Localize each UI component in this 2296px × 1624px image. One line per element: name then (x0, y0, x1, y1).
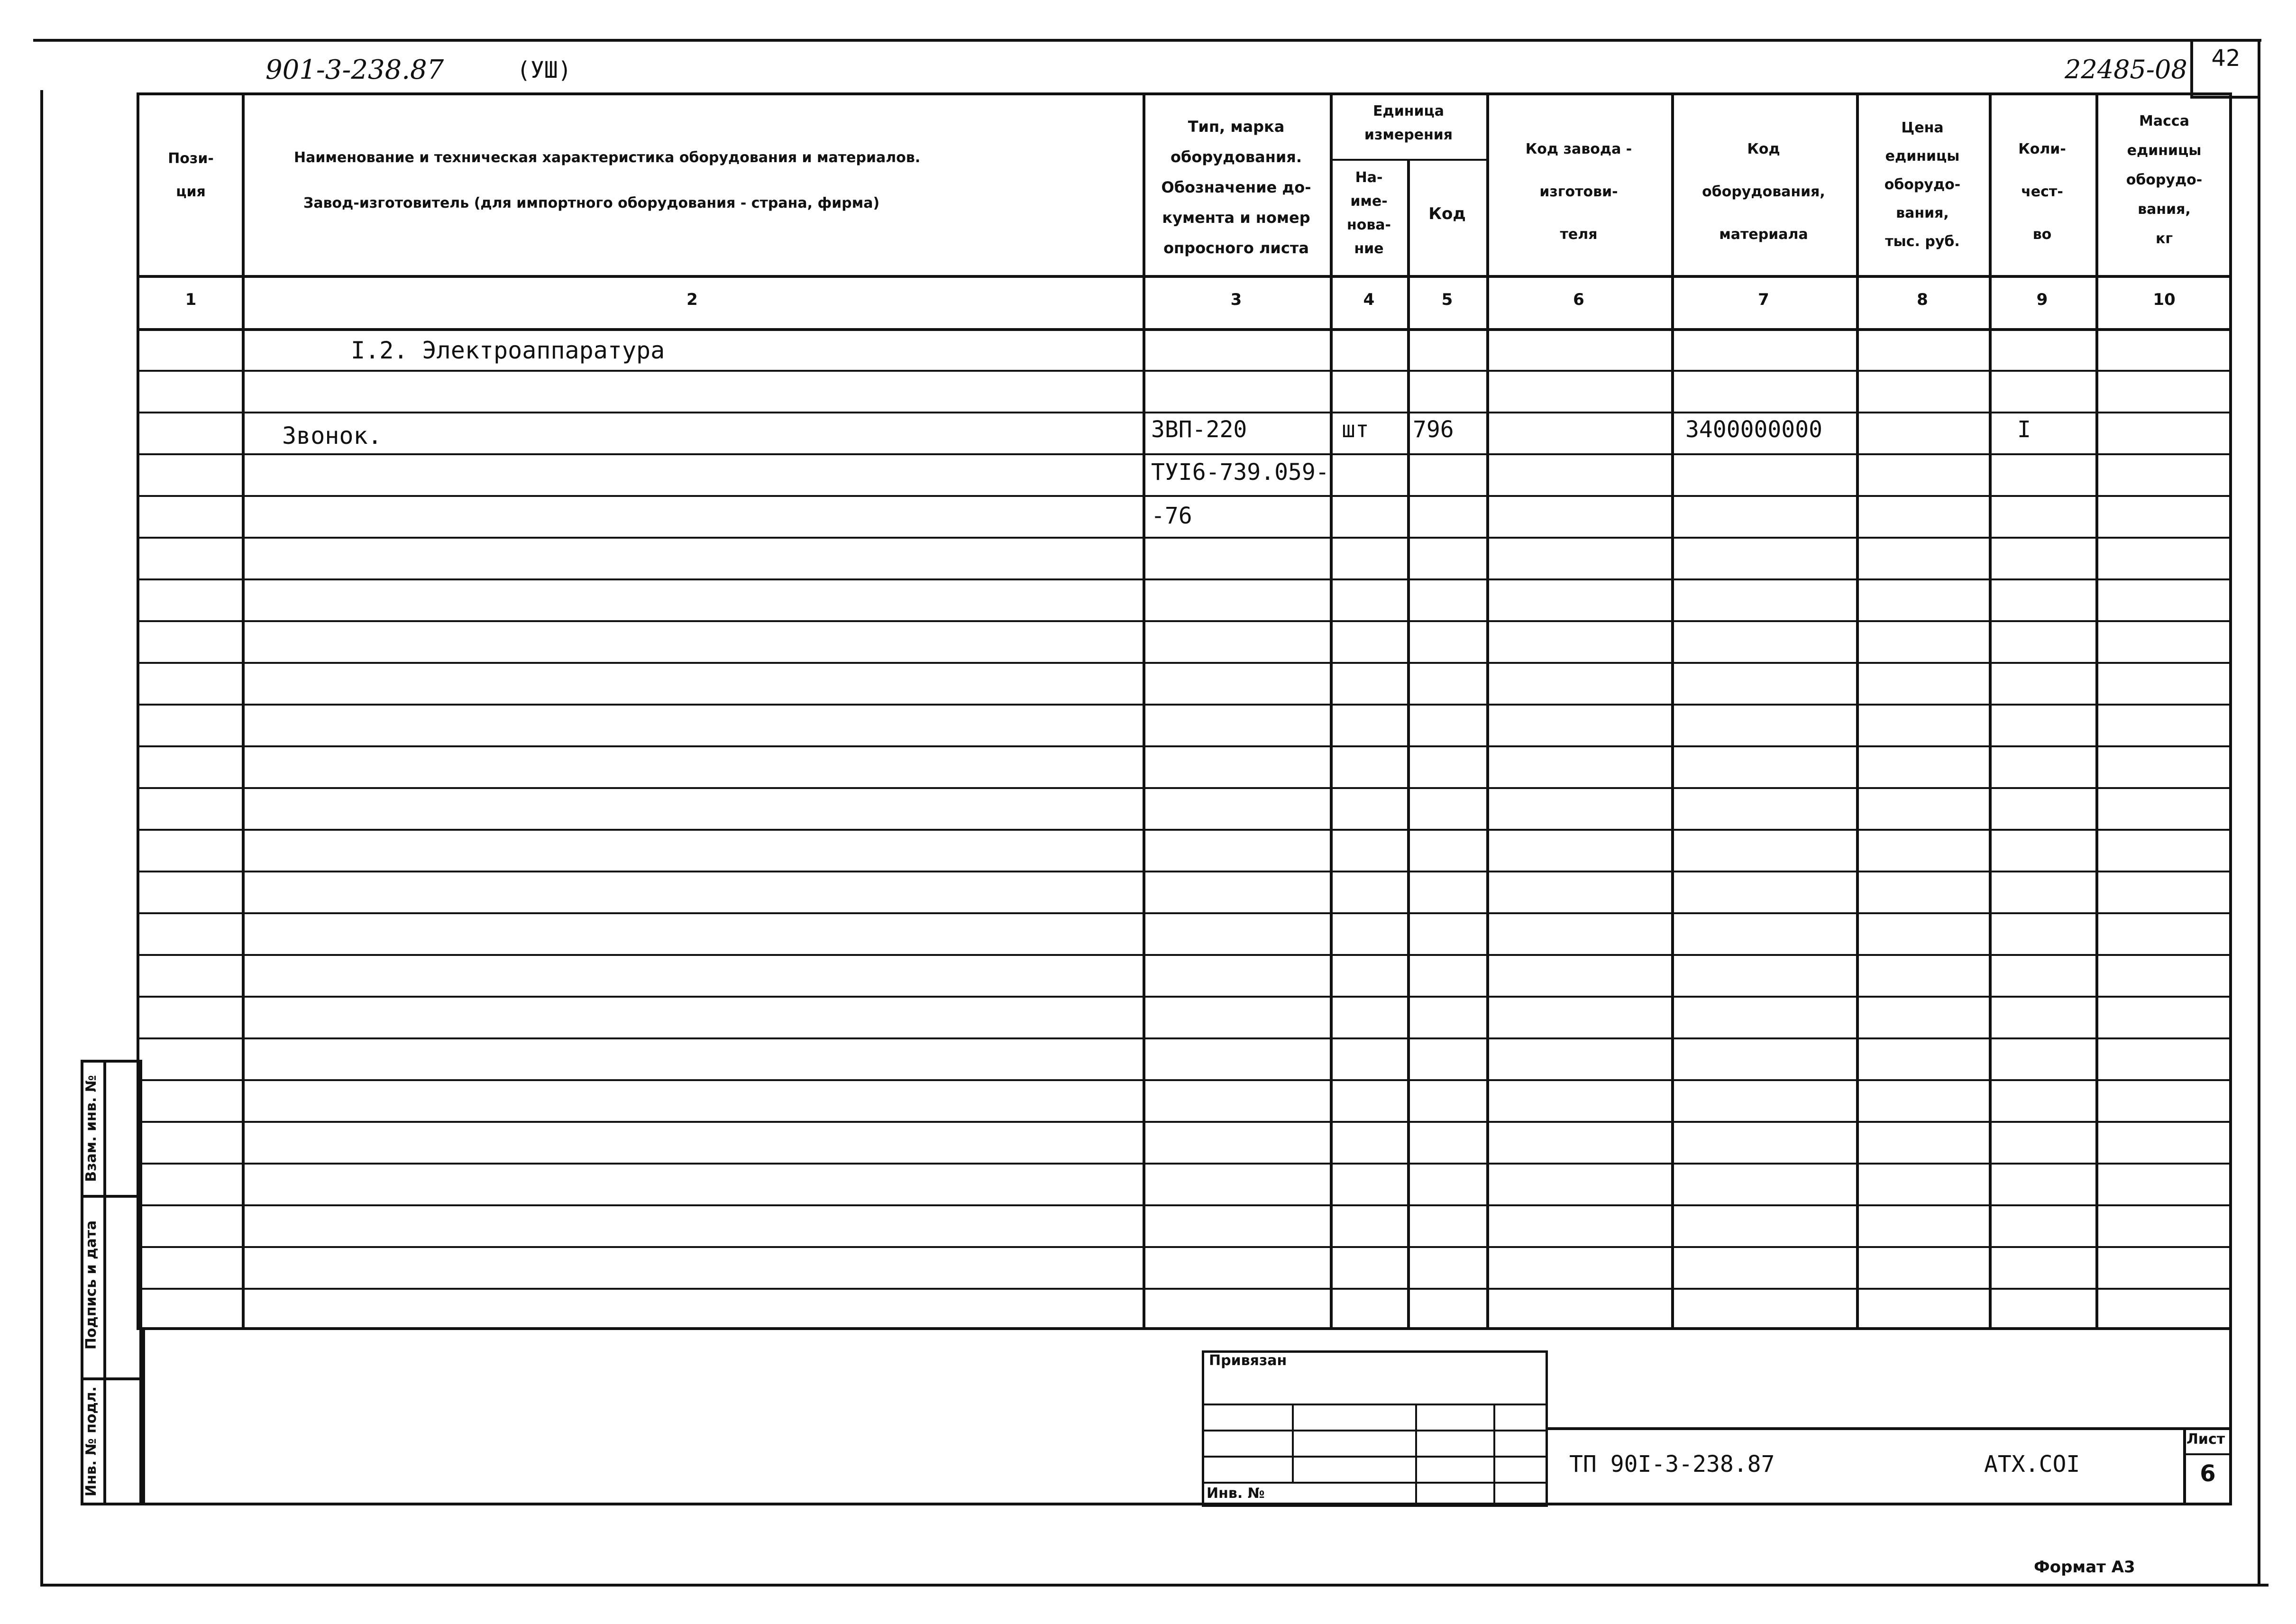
row-line (137, 871, 2232, 872)
item-unit: шт (1342, 416, 1369, 443)
side-podpis: Подпись и дата (83, 1220, 100, 1350)
item-type-line-3: -76 (1151, 503, 1192, 529)
col-line-8 (1989, 92, 1992, 1330)
row-line (137, 620, 2232, 622)
row-line (137, 787, 2232, 789)
row-line (137, 1246, 2232, 1248)
designation-top-line (1548, 1427, 2232, 1430)
col-line-9 (2095, 92, 2098, 1330)
privyazan-line-2 (1202, 1430, 1548, 1431)
header-unit-group: Единица измерения (1364, 103, 1453, 143)
col-line-7 (1856, 92, 1859, 1330)
bottom-stamp-frame (142, 1330, 2232, 1505)
privyazan-line-4 (1202, 1482, 1548, 1484)
row-line (137, 745, 2232, 747)
row-line (137, 495, 2232, 497)
col-number-1: 1 (185, 290, 197, 309)
col-line-2 (1143, 92, 1145, 1330)
header-col7: Код оборудования, материала (1702, 141, 1825, 243)
header-col8: Цена единицы оборудо- вания, тыс. руб. (1884, 119, 1961, 250)
side-stamp-divider (103, 1060, 106, 1505)
sheet-number: 6 (2200, 1460, 2216, 1487)
header-col4: На- име- нова- ние (1346, 169, 1391, 257)
col-number-6: 6 (1573, 290, 1584, 309)
unit-group-line (1330, 159, 1486, 161)
frame-right (2258, 39, 2260, 1585)
row-line (137, 829, 2232, 831)
row-line (137, 370, 2232, 372)
frame-bottom (40, 1584, 2269, 1587)
page-number: 42 (2211, 45, 2241, 72)
header-col1: Пози- ция (168, 150, 214, 200)
designation: ТП 90I-3-238.87 (1569, 1451, 1775, 1477)
side-vzam: Взам. инв. № (83, 1075, 100, 1182)
privyazan-label: Привязан (1209, 1352, 1287, 1369)
row-line (137, 662, 2232, 664)
col-number-5: 5 (1441, 290, 1453, 309)
privyazan-line-1 (1202, 1404, 1548, 1405)
project-code: 901-3-238.87 (265, 55, 444, 85)
row-line (137, 1037, 2232, 1039)
sheet-box-divider (2183, 1427, 2186, 1505)
frame-top (33, 39, 2261, 42)
row-line (137, 412, 2232, 413)
header-bottom-line (137, 275, 2232, 278)
section-title: I.2. Электроаппаратура (351, 337, 665, 364)
col-number-9: 9 (2036, 290, 2048, 309)
item-type-line-2: ТУI6-739.059- (1151, 459, 1329, 486)
row-line (137, 1163, 2232, 1165)
row-line (137, 954, 2232, 956)
col-line-6 (1671, 92, 1674, 1330)
inv-no-label: Инв. № (1207, 1485, 1265, 1502)
table-frame (137, 92, 2232, 1330)
row-line (137, 1121, 2232, 1123)
item-type-line-1: ЗВП-220 (1151, 416, 1247, 443)
privyazan-line-3 (1202, 1456, 1548, 1458)
item-name: Звонок. (282, 422, 382, 450)
format-label: Формат А3 (2034, 1558, 2135, 1577)
privyazan-col-2 (1415, 1404, 1417, 1507)
frame-left-outer (40, 90, 43, 1584)
header-col2: Наименование и техническая характеристика оборудования и материалов. Завод-изготовитель (для импортного оборудования - страна, фирма) (294, 149, 921, 211)
col-number-3: 3 (1230, 290, 1242, 309)
sheet-label: Лист (2186, 1431, 2225, 1448)
album-label: (УШ) (517, 57, 572, 83)
row-line (137, 996, 2232, 998)
header-col9: Коли- чест- во (2018, 141, 2066, 243)
doc-code: АТХ.СОI (1984, 1451, 2080, 1477)
header-col10: Масса единицы оборудо- вания, кг (2126, 113, 2203, 247)
numbers-bottom-line (137, 328, 2232, 331)
col-line-4 (1407, 159, 1410, 1330)
row-line (137, 537, 2232, 539)
header-col6: Код завода - изготови- теля (1525, 141, 1632, 243)
row-line (137, 912, 2232, 914)
row-line (137, 1288, 2232, 1290)
col-number-2: 2 (686, 290, 698, 309)
row-line (137, 1204, 2232, 1206)
row-line (137, 704, 2232, 706)
doc-number: 22485-08 (2065, 55, 2187, 84)
row-line (137, 1079, 2232, 1081)
col-number-4: 4 (1363, 290, 1375, 309)
col-line-5 (1486, 92, 1489, 1330)
item-unit-code: 796 (1413, 416, 1454, 443)
privyazan-col-1 (1292, 1404, 1294, 1482)
col-number-8: 8 (1917, 290, 1928, 309)
side-stamp-line-1 (81, 1195, 142, 1198)
side-inv: Инв. № подл. (83, 1386, 100, 1497)
item-qty: I (2017, 416, 2031, 443)
sheet-box-line (2183, 1453, 2232, 1455)
col-number-7: 7 (1758, 290, 1769, 309)
header-col5: Код (1428, 204, 1466, 223)
privyazan-col-3 (1493, 1404, 1495, 1507)
col-number-10: 10 (2153, 290, 2176, 309)
col-line-1 (242, 92, 245, 1330)
item-code: 3400000000 (1685, 416, 1822, 443)
col-line-3 (1330, 92, 1333, 1330)
header-col3: Тип, марка оборудования. Обозначение до- кумента и номер опросного листа (1161, 118, 1311, 257)
row-line (137, 453, 2232, 455)
row-line (137, 578, 2232, 580)
